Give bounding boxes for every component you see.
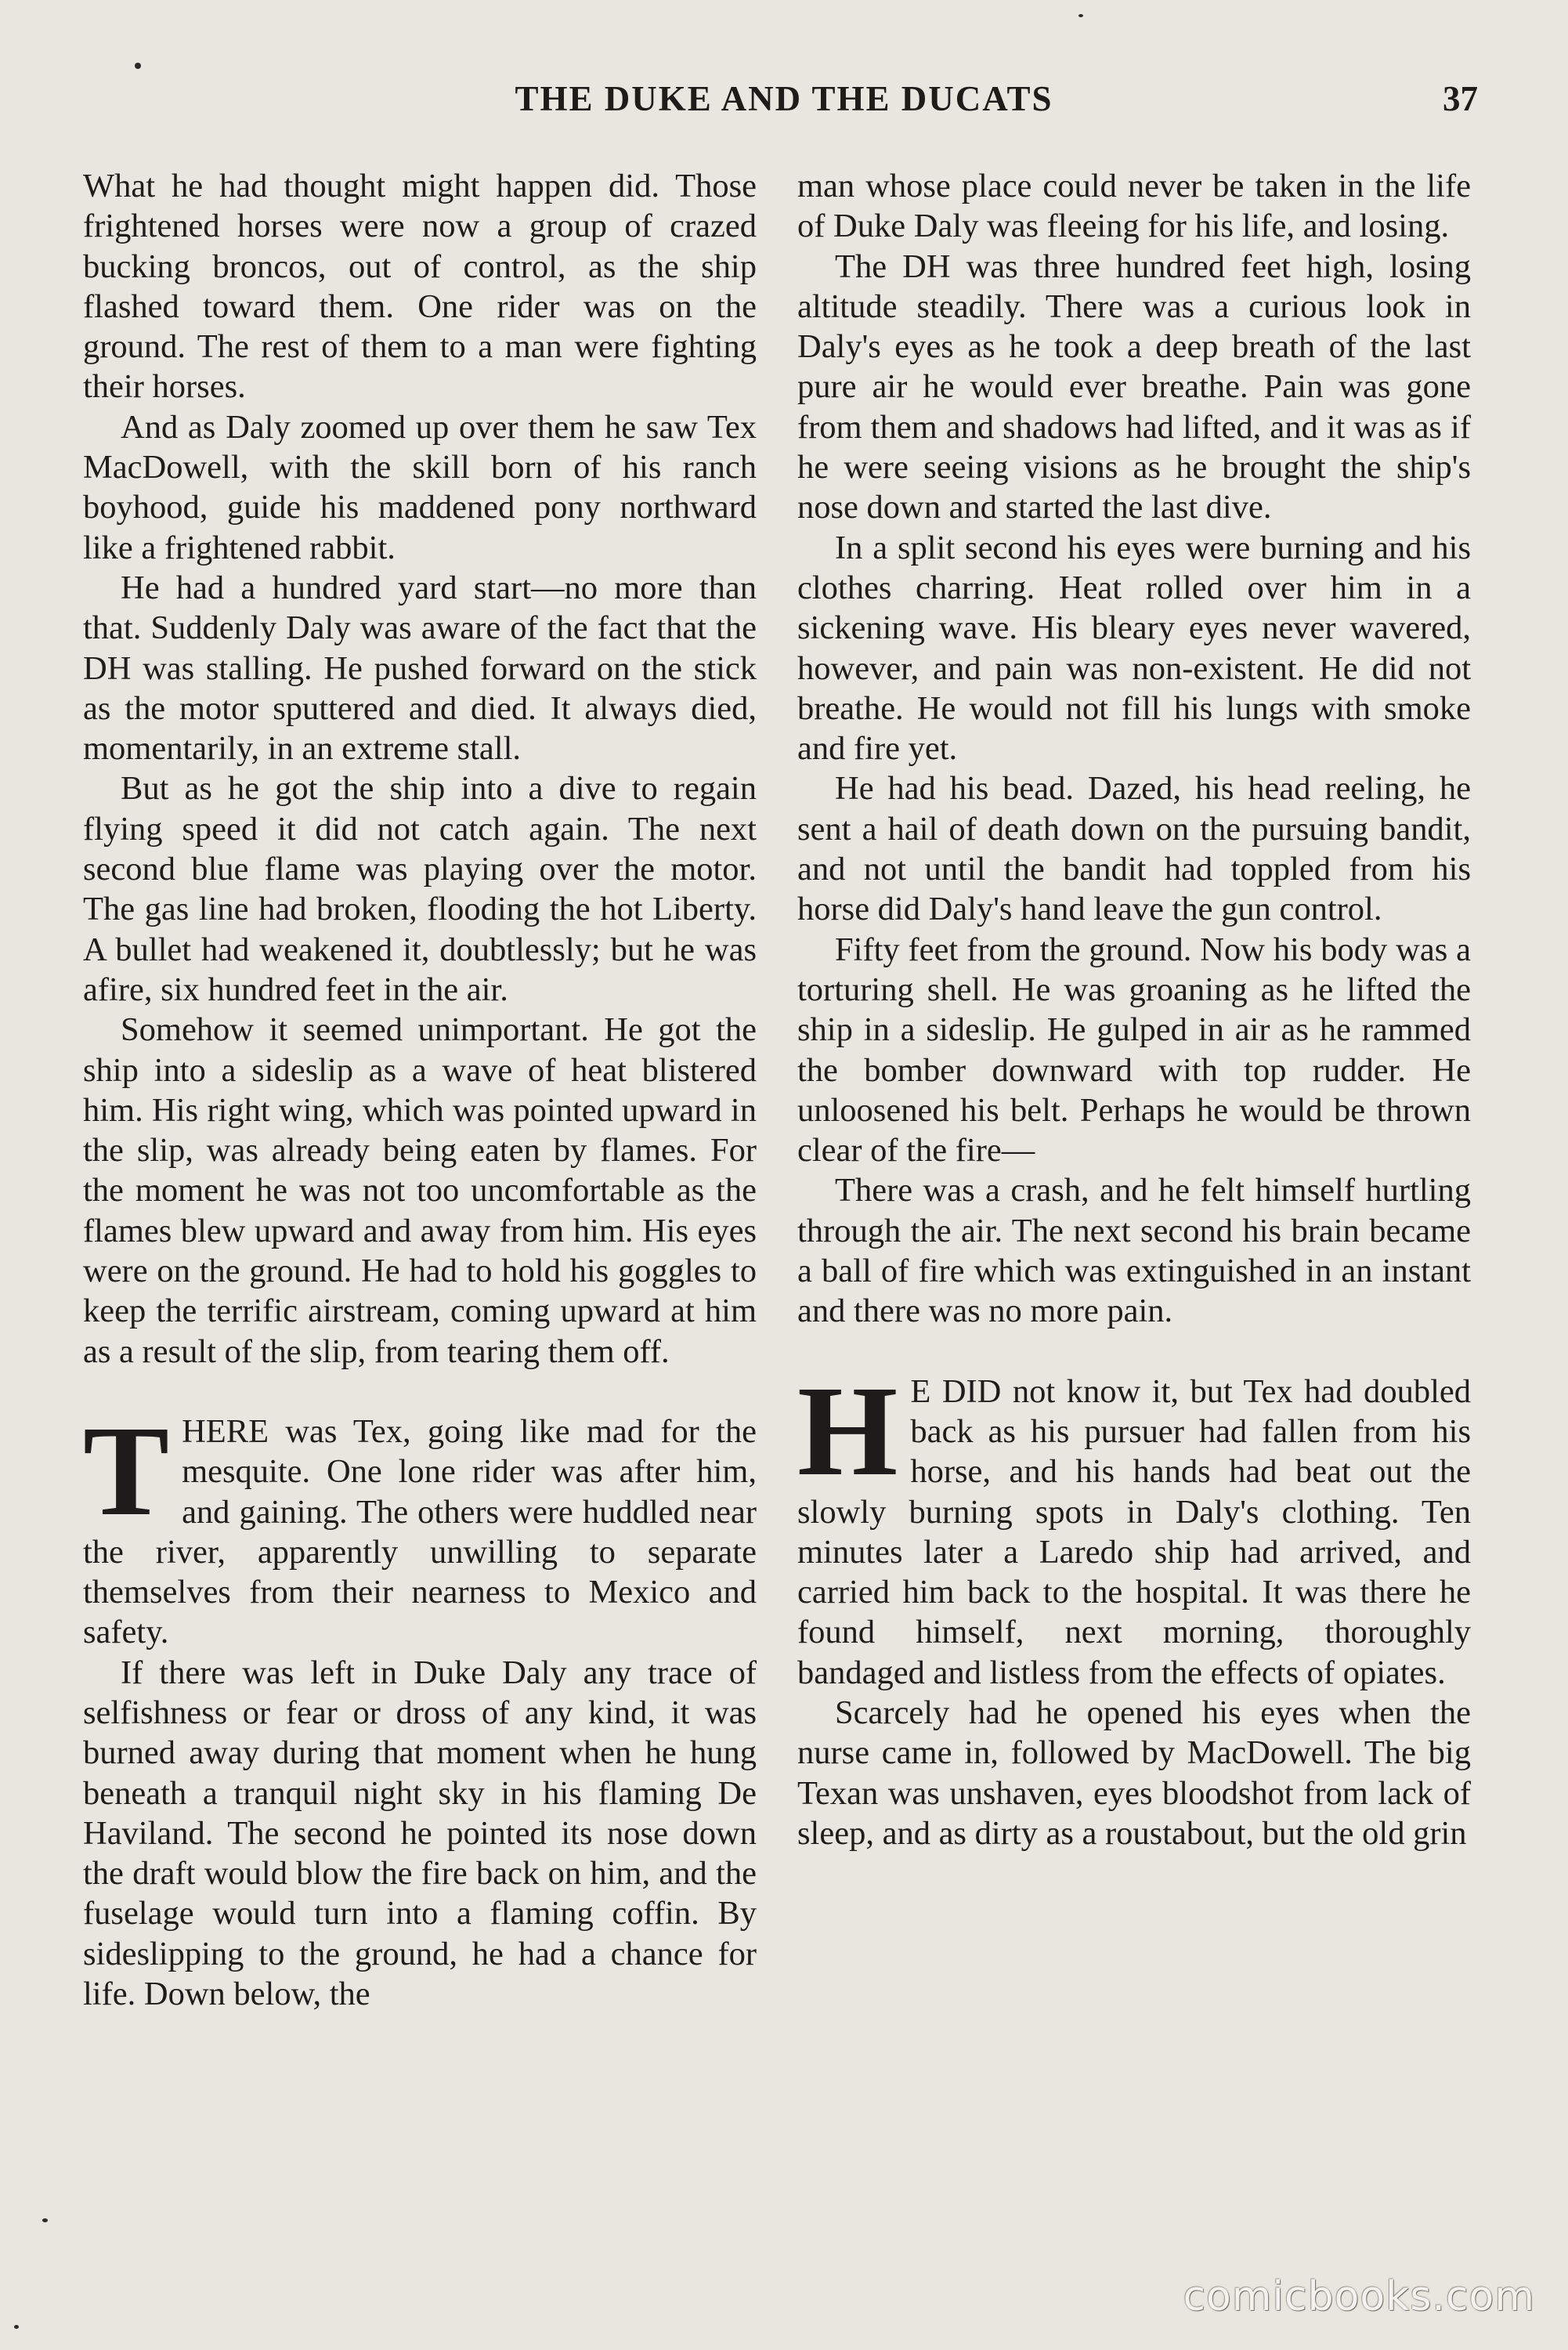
left-column [83,166,757,2014]
paragraph-text: E DID not know it, but Tex had doubled back as his pursuer had fallen from his horse, and his hands had beat out the slowly burning spots in Daly's clothing. Ten minutes later a Laredo ship had arrived, and carried him back to the hospital. It was there he found himself, next morning, thoroughly bandaged and listless from the effects of opiates. [797,1372,1471,1691]
page-header [0,78,1568,128]
section-paragraph [797,1358,1471,1693]
paper-speck [42,2218,48,2222]
paragraph: The DH was three hundred feet high, losing altitude steadily. There was a curious look in Daly's eyes as he took a deep breath of the last pure air he would ever breathe. Pain was gone from them and shadows had lifted, and it was as if he were seeing visions as he brought the ship's nose down and started the last dive. [797,248,1471,526]
paragraph: If there was left in Duke Daly any trace of selfishness or fear or dross of any kind, it was burned away during that moment when he hung beneath a tranquil night sky in his flaming De Haviland. The second he pointed its nose down the draft would blow the fire back on him, and the fuselage would turn into a flaming coffin. By sideslipping to the ground, he had a chance for life. Down below, the [83,1654,757,2013]
drop-cap: T [83,1398,170,1542]
paragraph: Scarcely had he opened his eyes when the nurse came in, followed by MacDowell. The big Texan was unshaven, eyes bloodshot from lack of sleep, and as dirty as a roustabout, but the old grin [797,1694,1471,1852]
paragraph: man whose place could never be taken in the life of Duke Daly was fleeing for his life, and losing. [797,168,1471,245]
paragraph: And as Daly zoomed up over them he saw Tex MacDowell, with the skill born of his ranch boyhood, guide his maddened pony northward like a frightened rabbit. [83,408,757,566]
paper-speck [1078,14,1083,17]
paper-speck [135,63,141,69]
site-watermark: comicbooks.com [1183,2273,1535,2320]
page-number: 37 [1443,79,1478,118]
paper-speck [14,2325,19,2329]
right-column [797,166,1471,1853]
paragraph-text: HERE was Tex, going like mad for the mesquite. One lone rider was after him, and gaining. The others were huddled near the river, apparently unwilling to separate themselves from their nearness to Mexico and safety. [83,1412,757,1651]
paragraph: There was a crash, and he felt himself hurtling through the air. The next second his brain became a ball of fire which was extinguished in an instant and there was no more pain. [797,1172,1471,1330]
paragraph: In a split second his eyes were burning and his clothes charring. Heat rolled over him in a sickening wave. His bleary eyes never wavered, however, and pain was non-existent. He did not breathe. He would not fill his lungs with smoke and fire yet. [797,529,1471,768]
paragraph: Fifty feet from the ground. Now his body was a torturing shell. He was groaning as he lifted the ship in a sideslip. He gulped in air as he rammed the bomber downward with top rudder. He unloosened his belt. Perhaps he would be thrown clear of the fire— [797,931,1471,1170]
paragraph: He had his bead. Dazed, his head reeling, he sent a hail of death down on the pursuing bandit, and not until the bandit had toppled from his horse did Daly's hand leave the gun control. [797,770,1471,928]
section-paragraph [83,1398,757,1653]
running-head: THE DUKE AND THE DUCATS [515,79,1053,118]
drop-cap: H [797,1358,898,1502]
paragraph: He had a hundred yard start—no more than that. Suddenly Daly was aware of the fact that the DH was stalling. He pushed forward on the stick as the motor sputtered and died. It always died, momentarily, in an extreme stall. [83,569,757,768]
paragraph: What he had thought might happen did. Those frightened horses were now a group of crazed bucking broncos, out of control, as the ship flashed toward them. One rider was on the ground. The rest of them to a man were fighting their horses. [83,168,757,406]
paragraph: Somehow it seemed unimportant. He got the ship into a sideslip as a wave of heat blistered him. His right wing, which was pointed upward in the slip, was already being eaten by flames. For the moment he was not too uncomfortable as the flames blew upward and away from him. His eyes were on the ground. He had to hold his goggles to keep the terrific airstream, coming upward at him as a result of the slip, from tearing them off. [83,1011,757,1370]
paragraph: But as he got the ship into a dive to regain flying speed it did not catch again. The next second blue flame was playing over the motor. The gas line had broken, flooding the hot Liberty. A bullet had weakened it, doubtlessly; but he was afire, six hundred feet in the air. [83,770,757,1008]
